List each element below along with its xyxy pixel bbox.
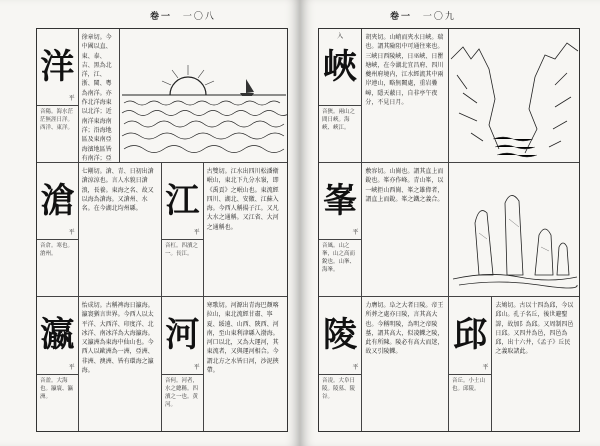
entry-qiu [449,297,492,431]
tone-mark: 入 [337,33,344,40]
entry-definition: 敷容切。山崗也。謂其直上而銳也。峯亦作峰。青山峯，以一峽拒山西崗、峯之雄偉者，謂直上而銳。峯之鐵之義合。 [362,163,449,297]
entry-xia [319,29,362,163]
entry-he [162,297,204,431]
right-page [300,0,600,446]
tone-mark: 平 [193,229,200,237]
entry-glyph: 峽 [323,47,358,88]
entry-glyph: 陵 [323,315,358,356]
entry-glyph: 邱 [453,315,488,356]
entry-definition: 力膺切。阜之大者日陵。帝王所葬之處亦日陵，言其高大也。今稱明陵，為明之帝陵墓，謂其高大，似凌轢之陵，此有所陳。陵必有高大而迷，故又引陵轢。 [362,297,449,431]
tone-mark: 平 [68,363,75,371]
entry-jiang [162,163,204,297]
entry-glyph: 峯 [323,181,358,222]
entry-note: 音凌。大阜日陵。陵墓、陵谷。 [322,377,356,400]
entry-note: 音狹。兩山之間日峽。海峽、峽江。 [322,109,356,132]
entry-note: 音倉。寒也。滄州。 [40,243,74,258]
entry-note: 音丘。小土山也。邱陵。 [452,377,486,392]
gorge-drawing [449,29,579,163]
page-number: 一〇八 [182,12,216,22]
entry-glyph: 江 [165,181,200,222]
entry-note: 音陽。海水茫茫無涯日洋。西洋、東洋。 [40,109,74,132]
dictionary-grid-right [318,28,580,432]
tone-mark: 平 [352,229,359,237]
tone-mark: 平 [482,363,489,371]
peaks-drawing [449,163,579,297]
volume-label: 卷一 [390,12,413,22]
entry-definition: 古雙切。江水出四川松潘衛岷山，東北下九分水嶺，即《禹貢》之岷山也。東流經四川、湖北、安徽、江蘇入海。今西人稱揚子江。又凡大水之通稱。又江省、大河之通稱也。 [204,163,287,297]
right-page-header [390,9,456,22]
left-page-header [150,9,216,22]
entry-cang [37,163,79,297]
entry-ling [319,297,362,431]
entry-definition: 胡夾切。山峭而夾水日峽。瑞也。謂其險阻中可通往來也。三峽日西陵峽，日巫峽、日瞿塘峽，在今湖北宜昌府、四川夔州府境内，江水經流其中兩岸連山，略無闕處，重岩疊嶂，隱天蔽日，自非亭午夜分，不見日月。 [362,29,449,163]
entry-glyph: 滄 [40,181,75,222]
entry-feng [319,163,362,297]
entry-note: 音盈。大海也。瀛寰、瀛洲。 [40,377,74,400]
ocean-sunset-illustration [120,29,287,163]
gorge-illustration [449,29,579,163]
tone-mark: 平 [193,363,200,371]
peaks-illustration [449,163,579,297]
entry-note: 音何。河者，水之總稱。四瀆之一也。黄河。 [165,377,199,408]
entry-ying [37,297,79,431]
tone-mark: 平 [68,229,75,237]
page-number: 一〇九 [422,12,456,22]
entry-yang [37,29,79,163]
dictionary-grid-left [36,28,288,432]
ocean-sunset-drawing [120,29,287,163]
volume-label: 卷一 [150,12,173,22]
tone-mark: 平 [68,95,75,103]
entry-definition: 去鳩切。古以十四為邱，今以邱山。孔子名丘，後世避聖諱，故加阝為邱。又周制四邑日邱。又四井為邑，四邑為邱，出十六井，《孟子》丘民之義取諸此。 [495,302,574,356]
entry-note: 音杠。四瀆之一。長江。 [165,243,199,258]
entry-definition: 寒歌切。河源出青海巴顏喀拉山，東北流經甘肅、寧夏、綏遠、山西、陝西、河南，至山東利津縣入渤海。河口以北，又為大運河，其東流者，又與運河相合。今謂北方之水皆日河，沙泥挾帶。 [206,302,279,375]
entry-glyph: 河 [165,315,200,356]
entry-definition: 怡成切。古稱裨海日瀛海。瀛寰猶言世界。今西人以太平洋、大西洋、印度洋、北冰洋、南冰洋為大海瀛海。又瀛洲為東海中仙山也。今西人以歐洲為一洲，亞洲、非洲、澳洲、皆有環海之瀛海。 [79,297,162,431]
entry-glyph: 洋 [40,47,75,88]
entry-glyph: 瀛 [40,315,75,356]
tone-mark: 平 [352,363,359,371]
entry-note: 音風。山之峯，山之高而銳也。山峯、海峯。 [322,243,356,274]
entry-definition: 徐章切。今中國以直、東、泰、吉、黑為北洋，江、浙、閩、粵為南洋。亦作北洋海東以北洋；近南洋東海南洋；沿海地區及東南亞海濱地區皆有南洋；亞 [79,29,121,163]
entry-definition: 七剛切。滄、青、日初出滄滄涼涼也。言人水貌日滄浪，長養。東海之名、故又以海為滄海。又滄州、水名。在今湖北均州縣。 [79,163,162,297]
